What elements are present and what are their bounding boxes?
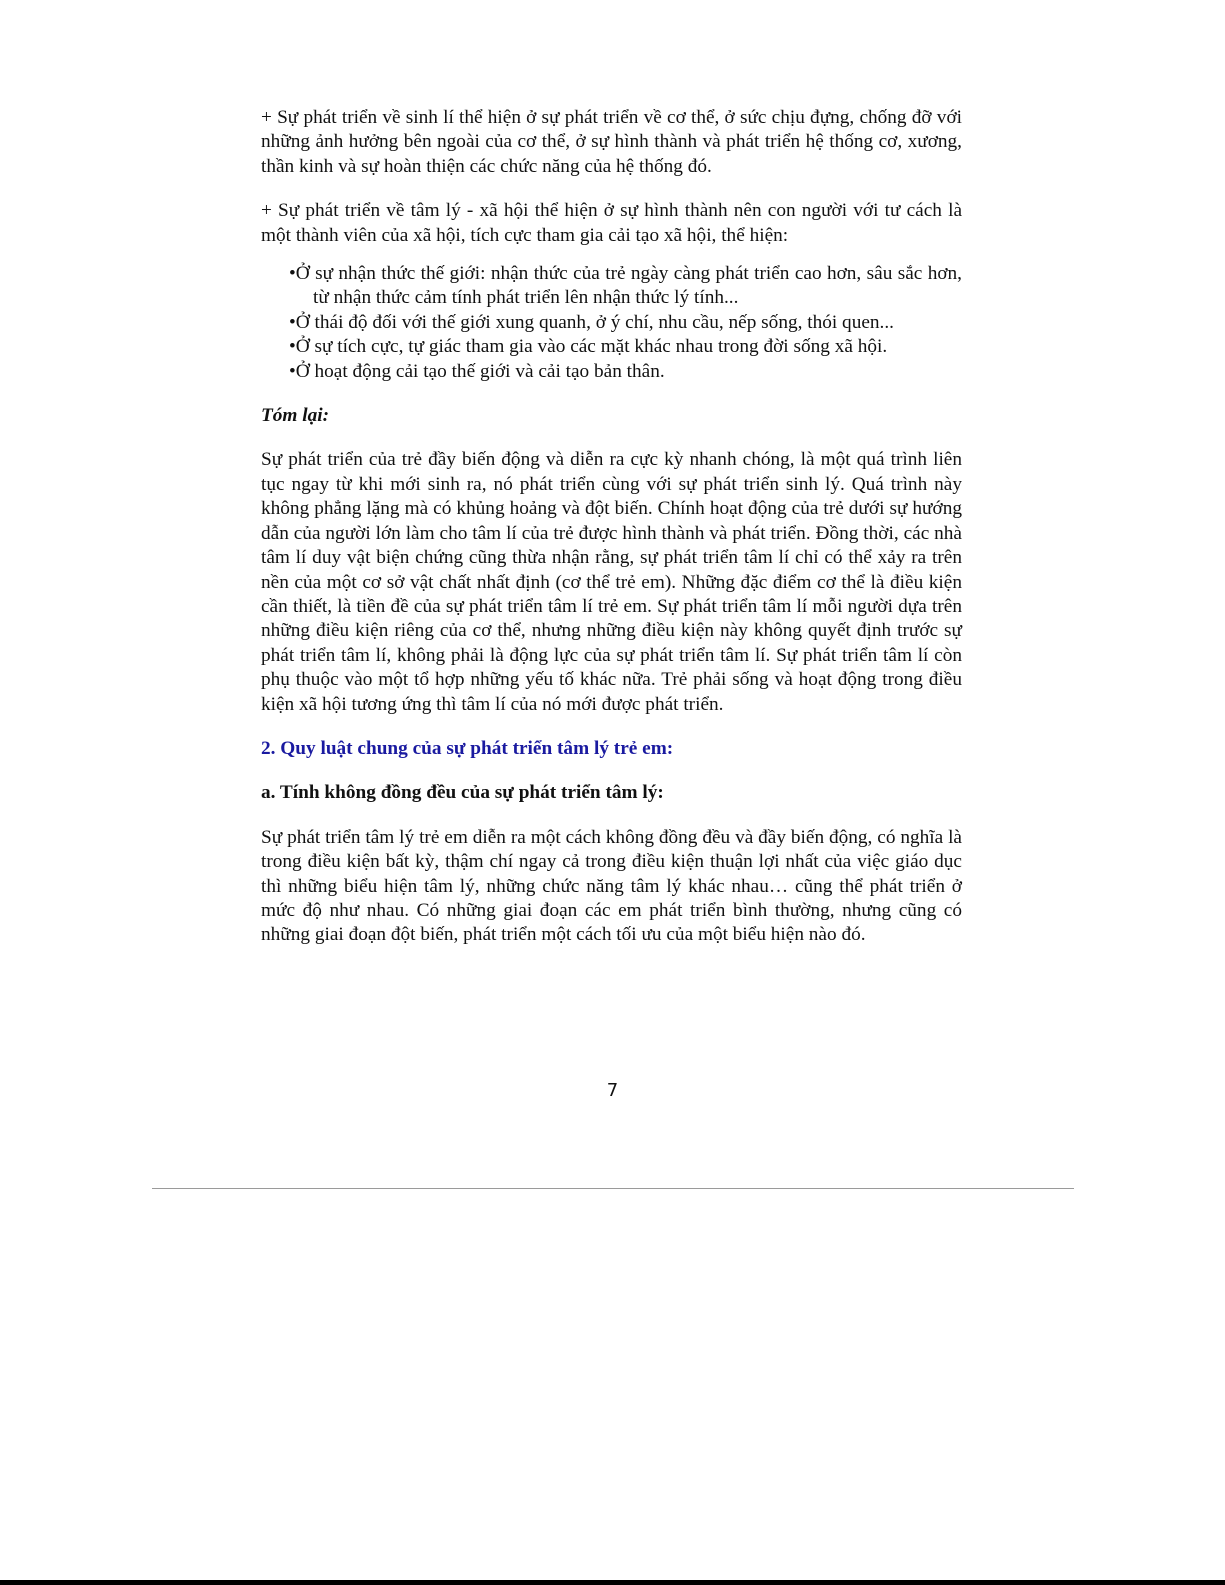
summary-paragraph: Sự phát triển của trẻ đầy biến động và diễn ra cực kỳ nhanh chóng, là một quá trình liên tục ngay từ khi mới sinh ra, nó phát triển cùng với sự phát triển sinh lý. Quá trình này không phẳng lặng mà có khủng hoảng và đột biến. Chính hoạt động của trẻ dưới sự hướng dẫn của người lớn làm cho tâm lí của trẻ được hình thành và phát triển. Đồng thời, các nhà tâm lí duy vật biện chứng cũng thừa nhận rằng, sự phát triển tâm lí chỉ có thể xảy ra trên nền của một cơ sở vật chất nhất định (cơ thể trẻ em). Những đặc điểm cơ thể là điều kiện cần thiết, là tiền đề của sự phát triển tâm lí trẻ em. Sự phát triển tâm lí mỗi người dựa trên những điều kiện riêng của cơ thể, nhưng những điều kiện này không quyết định trước sự phát triển tâm lí, không phải là động lực của sự phát triển tâm lí. Sự phát triển tâm lí còn phụ thuộc vào một tổ hợp những yếu tố khác nữa. Trẻ phải sống và hoạt động trong điều kiện xã hội tương ứng thì tâm lí của nó mới được phát triển.	[261, 449, 962, 715]
list-item-text: Ở sự tích cực, tự giác tham gia vào các mặt khác nhau trong đời sống xã hội.	[295, 336, 888, 358]
list-item	[261, 360, 962, 384]
document-body	[261, 106, 962, 968]
section-heading: 2. Quy luật chung của sự phát triển tâm lý trẻ em:	[261, 737, 674, 759]
summary-heading: Tóm lại:	[261, 405, 330, 427]
bottom-edge	[0, 1580, 1225, 1585]
list-item-text: Ở thái độ đối với thế giới xung quanh, ở ý chí, nhu cầu, nếp sống, thói quen...	[295, 311, 895, 333]
page-divider	[152, 1188, 1074, 1189]
list-item-text: Ở sự nhận thức thế giới: nhận thức của trẻ ngày càng phát triển cao hơn, sâu sắc hơn, từ nhận thức cảm tính phát triển lên nhận thức lý tính...	[295, 263, 962, 309]
paragraph-tam-ly-xa-hoi: + Sự phát triển về tâm lý - xã hội thể hiện ở sự hình thành nên con người với tư cách là một thành viên của xã hội, tích cực tham gia cải tạo xã hội, thể hiện:	[261, 200, 962, 246]
final-paragraph: Sự phát triển tâm lý trẻ em diễn ra một cách không đồng đều và đầy biến động, có nghĩa là trong điều kiện bất kỳ, thậm chí ngay cả trong điều kiện thuận lợi nhất của việc giáo dục thì những biểu hiện tâm lý, những chức năng tâm lý khác nhau… cũng thể phát triển ở mức độ như nhau. Có những giai đoạn các em phát triển bình thường, nhưng cũng có những giai đoạn đột biến, phát triển một cách tối ưu của một biểu hiện nào đó.	[261, 826, 962, 946]
bullet-list	[261, 262, 962, 384]
list-item-text: Ở hoạt động cải tạo thế giới và cải tạo bản thân.	[295, 360, 665, 382]
bullet-marker: •	[289, 336, 296, 358]
bullet-marker: •	[289, 311, 296, 333]
list-item	[261, 262, 962, 311]
list-item	[261, 311, 962, 335]
sub-heading: a. Tính không đồng đều của sự phát triển tâm lý:	[261, 782, 664, 804]
bullet-marker: •	[289, 360, 296, 382]
bullet-marker: •	[289, 263, 296, 285]
paragraph-sinh-li: + Sự phát triển về sinh lí thể hiện ở sự phát triển về cơ thể, ở sức chịu đựng, chống đỡ với những ảnh hưởng bên ngoài của cơ thể, ở sự hình thành và phát triển hệ thống cơ, xương, thần kinh và sự hoàn thiện các chức năng của hệ thống đó.	[261, 107, 962, 177]
page-number: 7	[606, 1080, 619, 1101]
list-item	[261, 335, 962, 359]
